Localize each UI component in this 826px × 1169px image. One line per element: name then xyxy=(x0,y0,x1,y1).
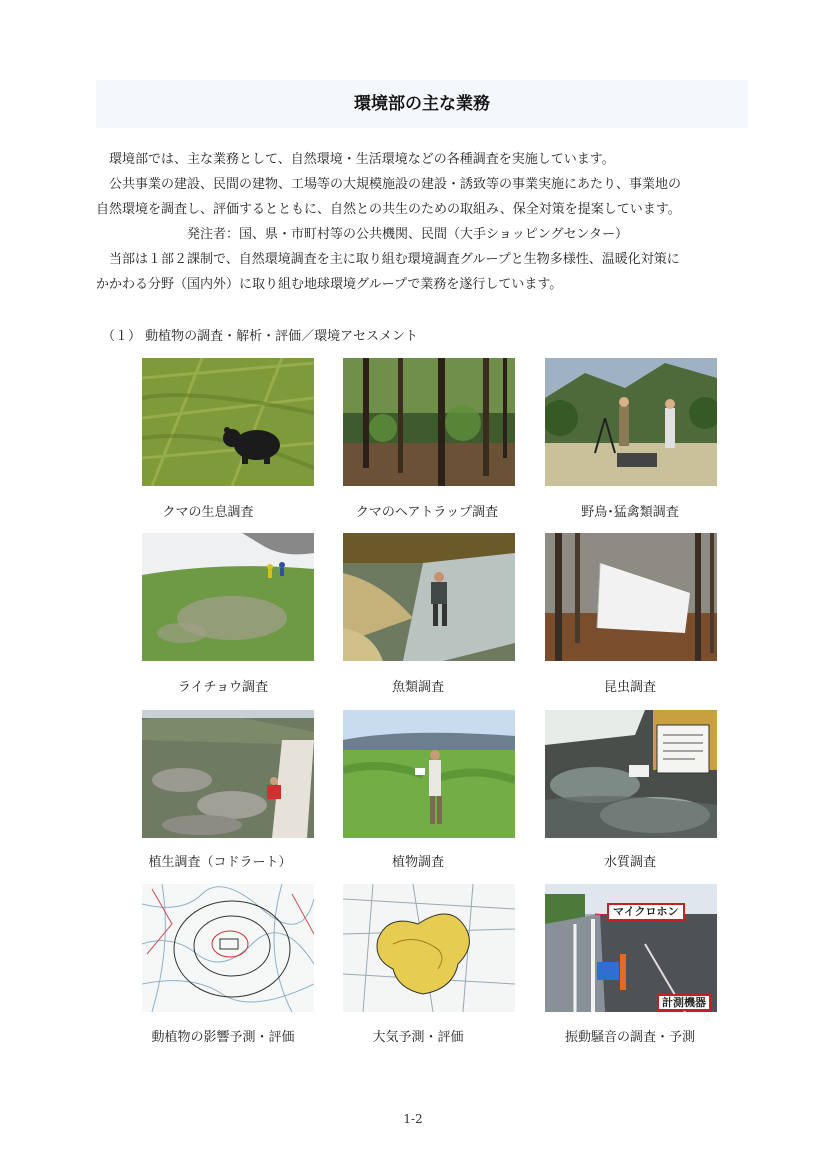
section-heading: （１） 動植物の調査・解析・評価／環境アセスメント xyxy=(102,329,419,344)
vegetation-quadrat-photo xyxy=(142,710,314,838)
bird-survey-photo xyxy=(545,358,717,486)
caption-impact: 動植物の影響予測・評価 xyxy=(151,1030,295,1045)
water-quality-photo xyxy=(545,710,717,838)
intro-line-2: 公共事業の建設、民間の建物、工場等の大規模施設の建設・誘致等の事業実施にあたり、事業地の xyxy=(96,177,682,192)
intro-line-5: 当部は１部２課制で、自然環境調査を主に取り組む環境調査グループと生物多様性、温暖化対策に xyxy=(96,252,680,267)
fish-survey-photo xyxy=(343,533,515,661)
caption-hair-trap: クマのヘアトラップ調査 xyxy=(355,505,499,520)
intro-line-4: 発注者：国、県・市町村等の公共機関、民間（大手ショッピングセンター） xyxy=(96,227,628,242)
intro-line-3: 自然環境を調査し、評価するとともに、自然との共生のための取組み、保全対策を提案しています。 xyxy=(96,202,681,217)
insect-survey-photo xyxy=(545,533,717,661)
caption-water: 水質調査 xyxy=(603,855,656,870)
impact-contour-map xyxy=(142,884,314,1012)
caption-quadrat: 植生調査（コドラート） xyxy=(148,855,292,870)
noise-vibration-photo xyxy=(545,884,717,1012)
title-band xyxy=(96,80,748,128)
microphone-label: マイクロホン xyxy=(607,903,685,921)
caption-bird: 野鳥･猛禽類調査 xyxy=(581,505,679,520)
page-title: 環境部の主な業務 xyxy=(354,94,490,114)
ptarmigan-survey-photo xyxy=(142,533,314,661)
meter-label: 計測機器 xyxy=(657,994,711,1011)
caption-noise: 振動騒音の調査・予測 xyxy=(564,1030,695,1045)
caption-air: 大気予測・評価 xyxy=(372,1030,464,1045)
intro-line-1: 環境部では、主な業務として、自然環境・生活環境などの各種調査を実施しています。 xyxy=(96,152,615,167)
intro-line-6: かかわる分野（国内外）に取り組む地球環境グループで業務を遂行しています。 xyxy=(96,277,563,292)
caption-insect: 昆虫調査 xyxy=(603,680,656,695)
caption-plant: 植物調査 xyxy=(391,855,444,870)
plant-survey-photo xyxy=(343,710,515,838)
page-number: 1-2 xyxy=(403,1112,423,1126)
caption-ptarmigan: ライチョウ調査 xyxy=(177,680,269,695)
caption-bear: クマの生息調査 xyxy=(162,505,254,520)
air-prediction-map xyxy=(343,884,515,1012)
bear-photo xyxy=(142,358,314,486)
forest-hair-trap-photo xyxy=(343,358,515,486)
caption-fish: 魚類調査 xyxy=(391,680,444,695)
